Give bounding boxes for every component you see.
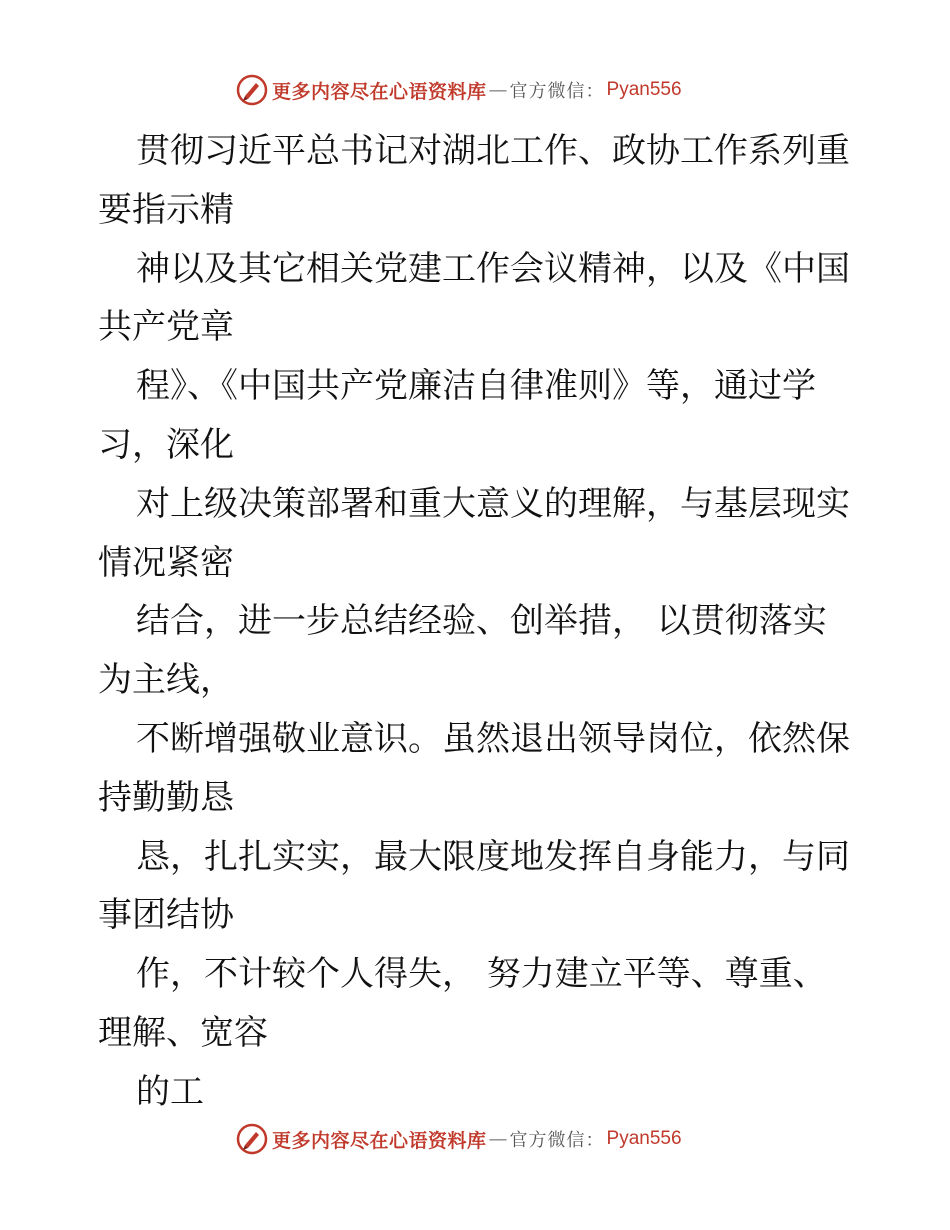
document-body [98,122,858,1122]
brand-logo-icon [236,74,268,106]
paragraph-line: 理解、宽容 [98,1012,268,1053]
watermark-contact-id: Pyan556 [606,79,682,100]
watermark-contact-label: 官方微信： [509,1130,605,1151]
paragraph-line: 持勤勤恳 [98,777,234,818]
paragraph-line: 贯彻习近平总书记对湖北工作、政协工作系列重 [136,131,850,171]
paragraph-line: 事团结协 [98,895,234,936]
brand-logo-icon [236,1123,268,1155]
watermark-separator: — [488,79,508,101]
watermark-brand: 更多内容尽在心语资料库 [272,1129,487,1152]
watermark-brand: 更多内容尽在心语资料库 [272,80,487,103]
paragraph-line: 作，不计较个人得失， 努力建立平等、尊重、 [136,954,827,995]
watermark-contact-label: 官方微信： [509,81,605,102]
paragraph-line: 恳，扎扎实实，最大限度地发挥自身能力，与同 [136,836,850,877]
paragraph-line: 程》、《中国共产党廉洁自律准则》等，通过学 [136,366,816,407]
paragraph-line: 习，深化 [98,424,234,465]
paragraph-line: 为主线， [98,660,234,701]
paragraph-line: 情况紧密 [98,542,234,583]
paragraph-line: 结合，进一步总结经验、创举措， 以贯彻落实 [136,601,827,642]
watermark-separator: — [488,1128,508,1150]
watermark-contact-id: Pyan556 [606,1128,682,1149]
paragraph-line: 的工 [136,1071,204,1112]
paragraph-line: 神以及其它相关党建工作会议精神，以及《中国 [136,248,850,289]
paragraph-line: 要指示精 [98,189,234,230]
paragraph-line: 对上级决策部署和重大意义的理解，与基层现实 [136,483,850,524]
paragraph-line: 不断增强敬业意识。虽然退出领导岗位，依然保 [136,718,850,759]
header-watermark [236,72,682,108]
paragraph-line: 共产党章 [98,307,234,348]
footer-watermark [236,1121,682,1157]
